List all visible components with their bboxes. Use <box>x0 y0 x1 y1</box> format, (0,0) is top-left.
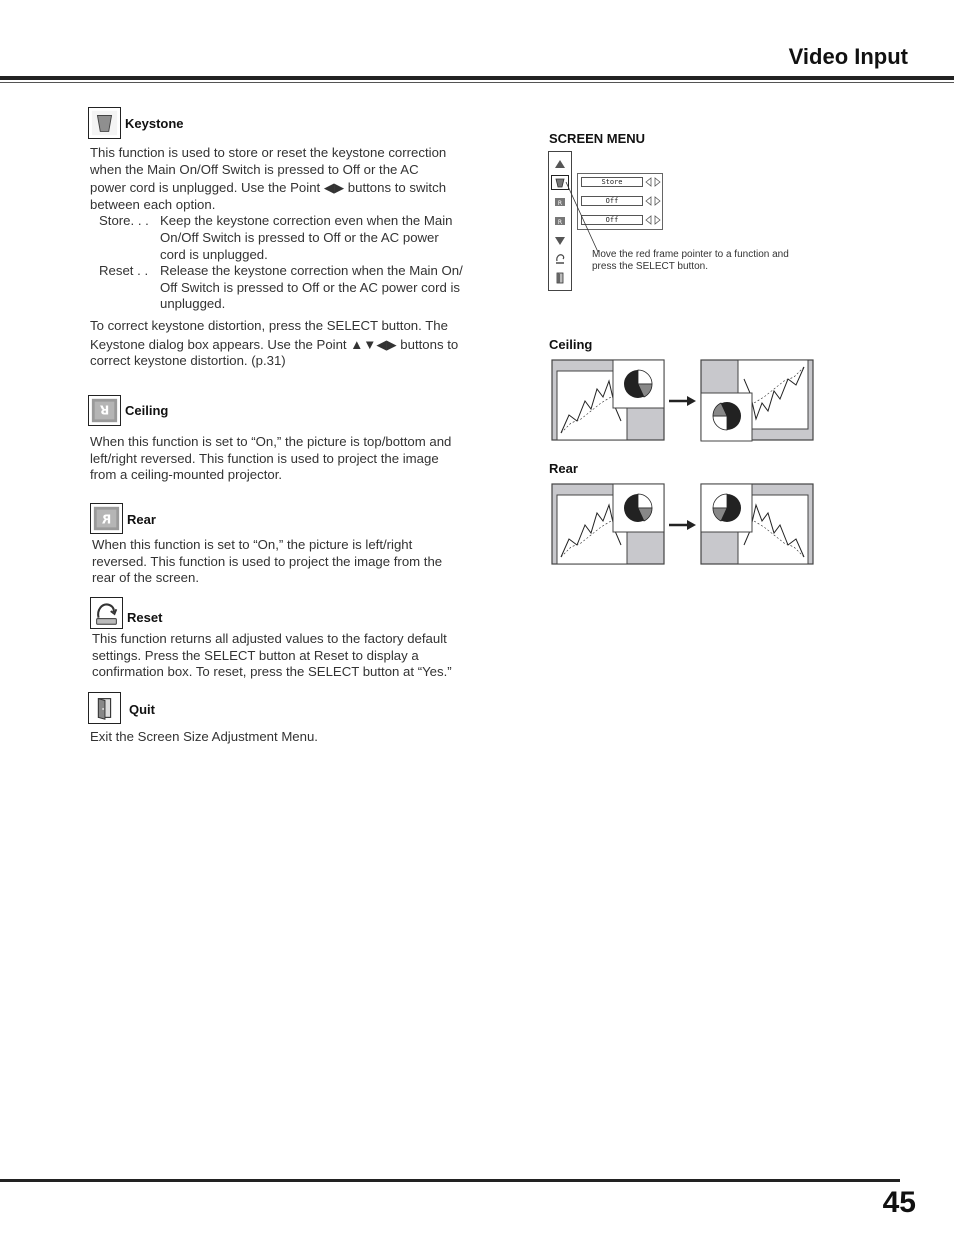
reset-heading: Reset <box>127 610 163 625</box>
left-right-arrows-icon[interactable] <box>645 177 661 187</box>
option-text <box>160 213 490 263</box>
text-line: correct keystone distortion. (p.31) <box>90 353 286 369</box>
header-rule <box>0 76 954 80</box>
svg-text:R: R <box>557 200 563 207</box>
text-line: confirmation box. To reset, press the SELECT button at “Yes.” <box>92 664 452 680</box>
callout-line: Move the red frame pointer to a function and <box>592 249 789 260</box>
ceiling-diagram-label: Ceiling <box>549 337 593 352</box>
text-line: power cord is unplugged. Use the Point ◀▶ buttons to switch <box>90 180 447 196</box>
option-text <box>160 263 490 313</box>
text-line: reversed. This function is used to project the image from the <box>92 553 443 569</box>
keystone-icon <box>88 107 121 139</box>
text-line: unplugged. <box>160 296 226 312</box>
text-line: On/Off Switch is pressed to Off or the AC power <box>160 229 439 245</box>
text-line: To correct keystone distortion, press the SELECT button. The <box>90 317 448 333</box>
text-line: Exit the Screen Size Adjustment Menu. <box>90 729 318 744</box>
rear-heading: Rear <box>127 512 156 527</box>
text-line: Off Switch is pressed to Off or the AC power cord is <box>160 279 461 295</box>
page-number: 45 <box>882 1186 916 1219</box>
quit-icon <box>554 272 566 284</box>
reset-icon <box>90 597 123 629</box>
option-reset <box>90 263 490 313</box>
quit-description <box>90 729 500 746</box>
ceiling-description <box>90 434 500 484</box>
left-right-arrows-icon[interactable] <box>645 196 661 206</box>
text-line: When this function is set to “On,” the picture is top/bottom and <box>90 434 452 449</box>
text-line: This function returns all adjusted values to the factory default <box>92 631 447 646</box>
screen-menu-label: SCREEN MENU <box>549 131 646 146</box>
reset-description <box>92 631 502 681</box>
quit-heading: Quit <box>129 702 155 717</box>
text-line: when the Main On/Off Switch is pressed to Off or the AC <box>90 161 419 177</box>
keystone-heading: Keystone <box>125 116 184 131</box>
text-line: between each option. <box>90 196 216 212</box>
store-field[interactable]: Store <box>581 177 643 187</box>
rear-diagram-label: Rear <box>549 461 578 476</box>
text-line: cord is unplugged. <box>160 246 268 262</box>
rear-diagram <box>551 483 815 567</box>
svg-text:R: R <box>101 512 112 527</box>
rear-icon <box>90 503 123 534</box>
keystone-description <box>90 145 490 370</box>
quit-icon <box>88 692 121 724</box>
svg-text:R: R <box>557 219 563 226</box>
text-line: When this function is set to “On,” the picture is left/right <box>92 537 413 552</box>
text-line: This function is used to store or reset the keystone correction <box>90 145 447 160</box>
ceiling-diagram <box>551 359 815 443</box>
option-key: Store. . . <box>99 213 149 229</box>
header-rule-thin <box>0 82 954 83</box>
text-line: rear of the screen. <box>92 570 200 586</box>
text-line: Release the keystone correction when the Main On/ <box>160 263 463 279</box>
rear-field[interactable]: Off <box>581 215 643 225</box>
svg-text:R: R <box>99 402 110 417</box>
text-line: from a ceiling-mounted projector. <box>90 467 283 483</box>
callout-leader-line <box>557 180 610 255</box>
left-right-arrows-icon[interactable] <box>645 215 661 225</box>
text-line: Keystone dialog box appears. Use the Point ▲▼◀▶ buttons to <box>90 336 459 352</box>
text-line: Keep the keystone correction even when the Main <box>160 213 453 229</box>
triangle-up-icon <box>554 158 566 170</box>
option-store <box>90 213 490 263</box>
ceiling-heading: Ceiling <box>125 403 169 418</box>
ceiling-icon <box>88 395 121 426</box>
screen-menu-callout <box>592 249 789 273</box>
text-line: settings. Press the SELECT button at Reset to display a <box>92 647 419 663</box>
text-line: left/right reversed. This function is used to project the image <box>90 450 439 466</box>
callout-line: press the SELECT button. <box>592 261 708 272</box>
page-title: Video Input <box>788 44 908 69</box>
footer-rule <box>0 1179 900 1182</box>
ceiling-field[interactable]: Off <box>581 196 643 206</box>
rear-description <box>92 537 502 587</box>
option-key: Reset . . <box>99 263 149 279</box>
